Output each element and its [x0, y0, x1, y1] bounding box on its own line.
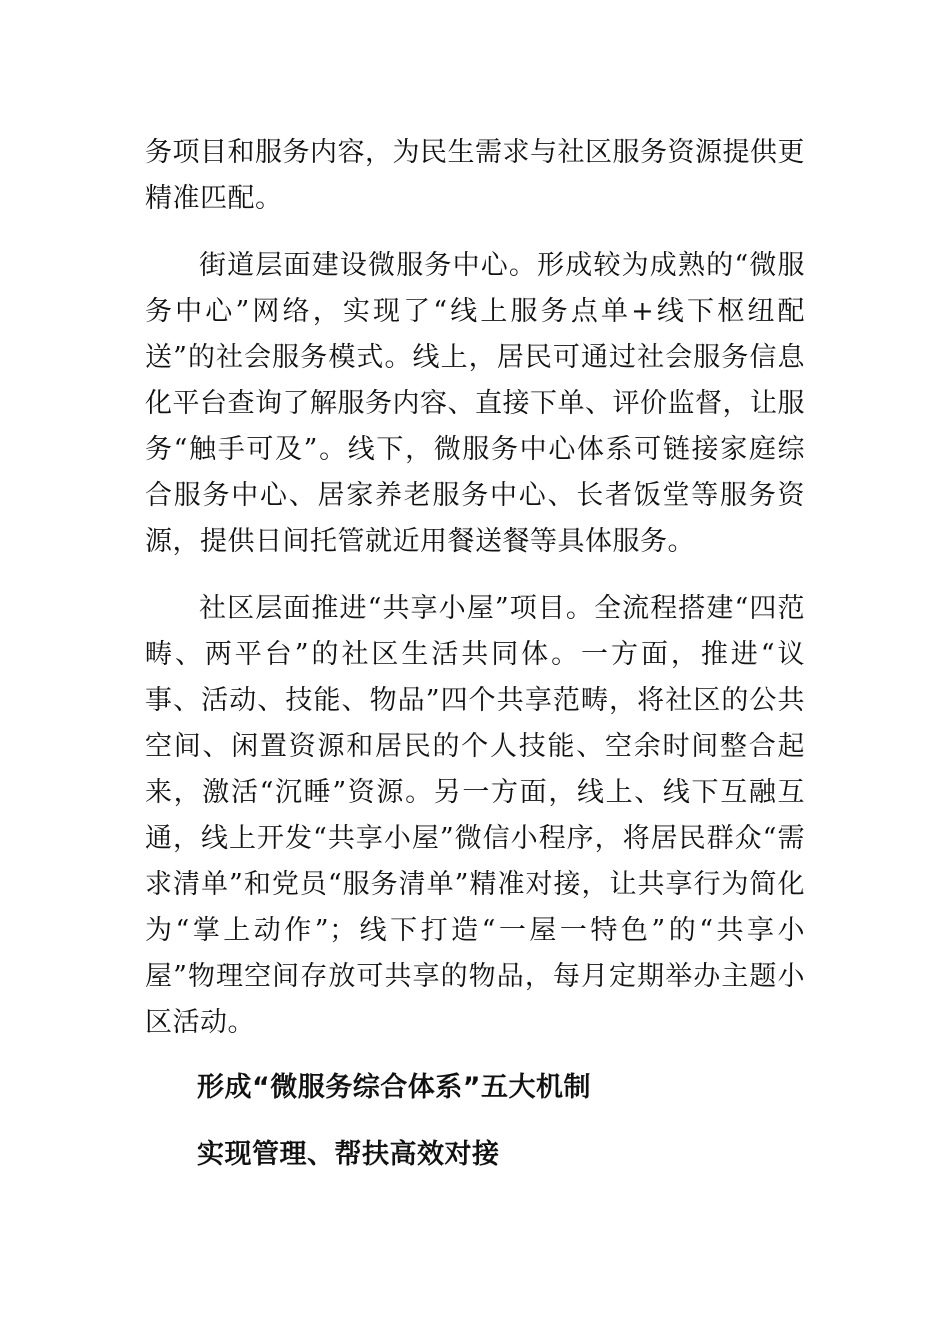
section-heading-management-docking: 实现管理、帮扶高效对接 — [197, 1139, 500, 1170]
document-page — [145, 130, 805, 1178]
paragraph-street-service-center: 街道层面建设微服务中心。形成较为成熟的“微服务中心”网络，实现了“线上服务点单+线下枢纽配送”的社会服务模式。线上，居民可通过社会服务信息化平台查询了解服务内容、直接下单、评价监督，让服务“触手可及”。线下，微服务中心体系可链接家庭综合服务中心、居家养老服务中心、长者饭堂等服务资源，提供日间托管就近用餐送餐等具体服务。 — [145, 250, 805, 557]
paragraph-continuation: 务项目和服务内容，为民生需求与社区服务资源提供更精准匹配。 — [145, 137, 805, 214]
paragraph-shared-cabin: 社区层面推进“共享小屋”项目。全流程搭建“四范畴、两平台”的社区生活共同体。一方面，推进“议事、活动、技能、物品”四个共享范畴，将社区的公共空间、闲置资源和居民的个人技能、空余时间整合起来，激活“沉睡”资源。另一方面，线上、线下互融互通，线上开发“共享小屋”微信小程序，将居民群众“需求清单”和党员“服务清单”精准对接，让共享行为简化为“掌上动作”；线下打造“一屋一特色”的“共享小屋”物理空间存放可共享的物品，每月定期举办主题小区活动。 — [145, 593, 805, 1038]
section-heading-five-mechanisms: 形成“微服务综合体系”五大机制 — [197, 1072, 591, 1103]
